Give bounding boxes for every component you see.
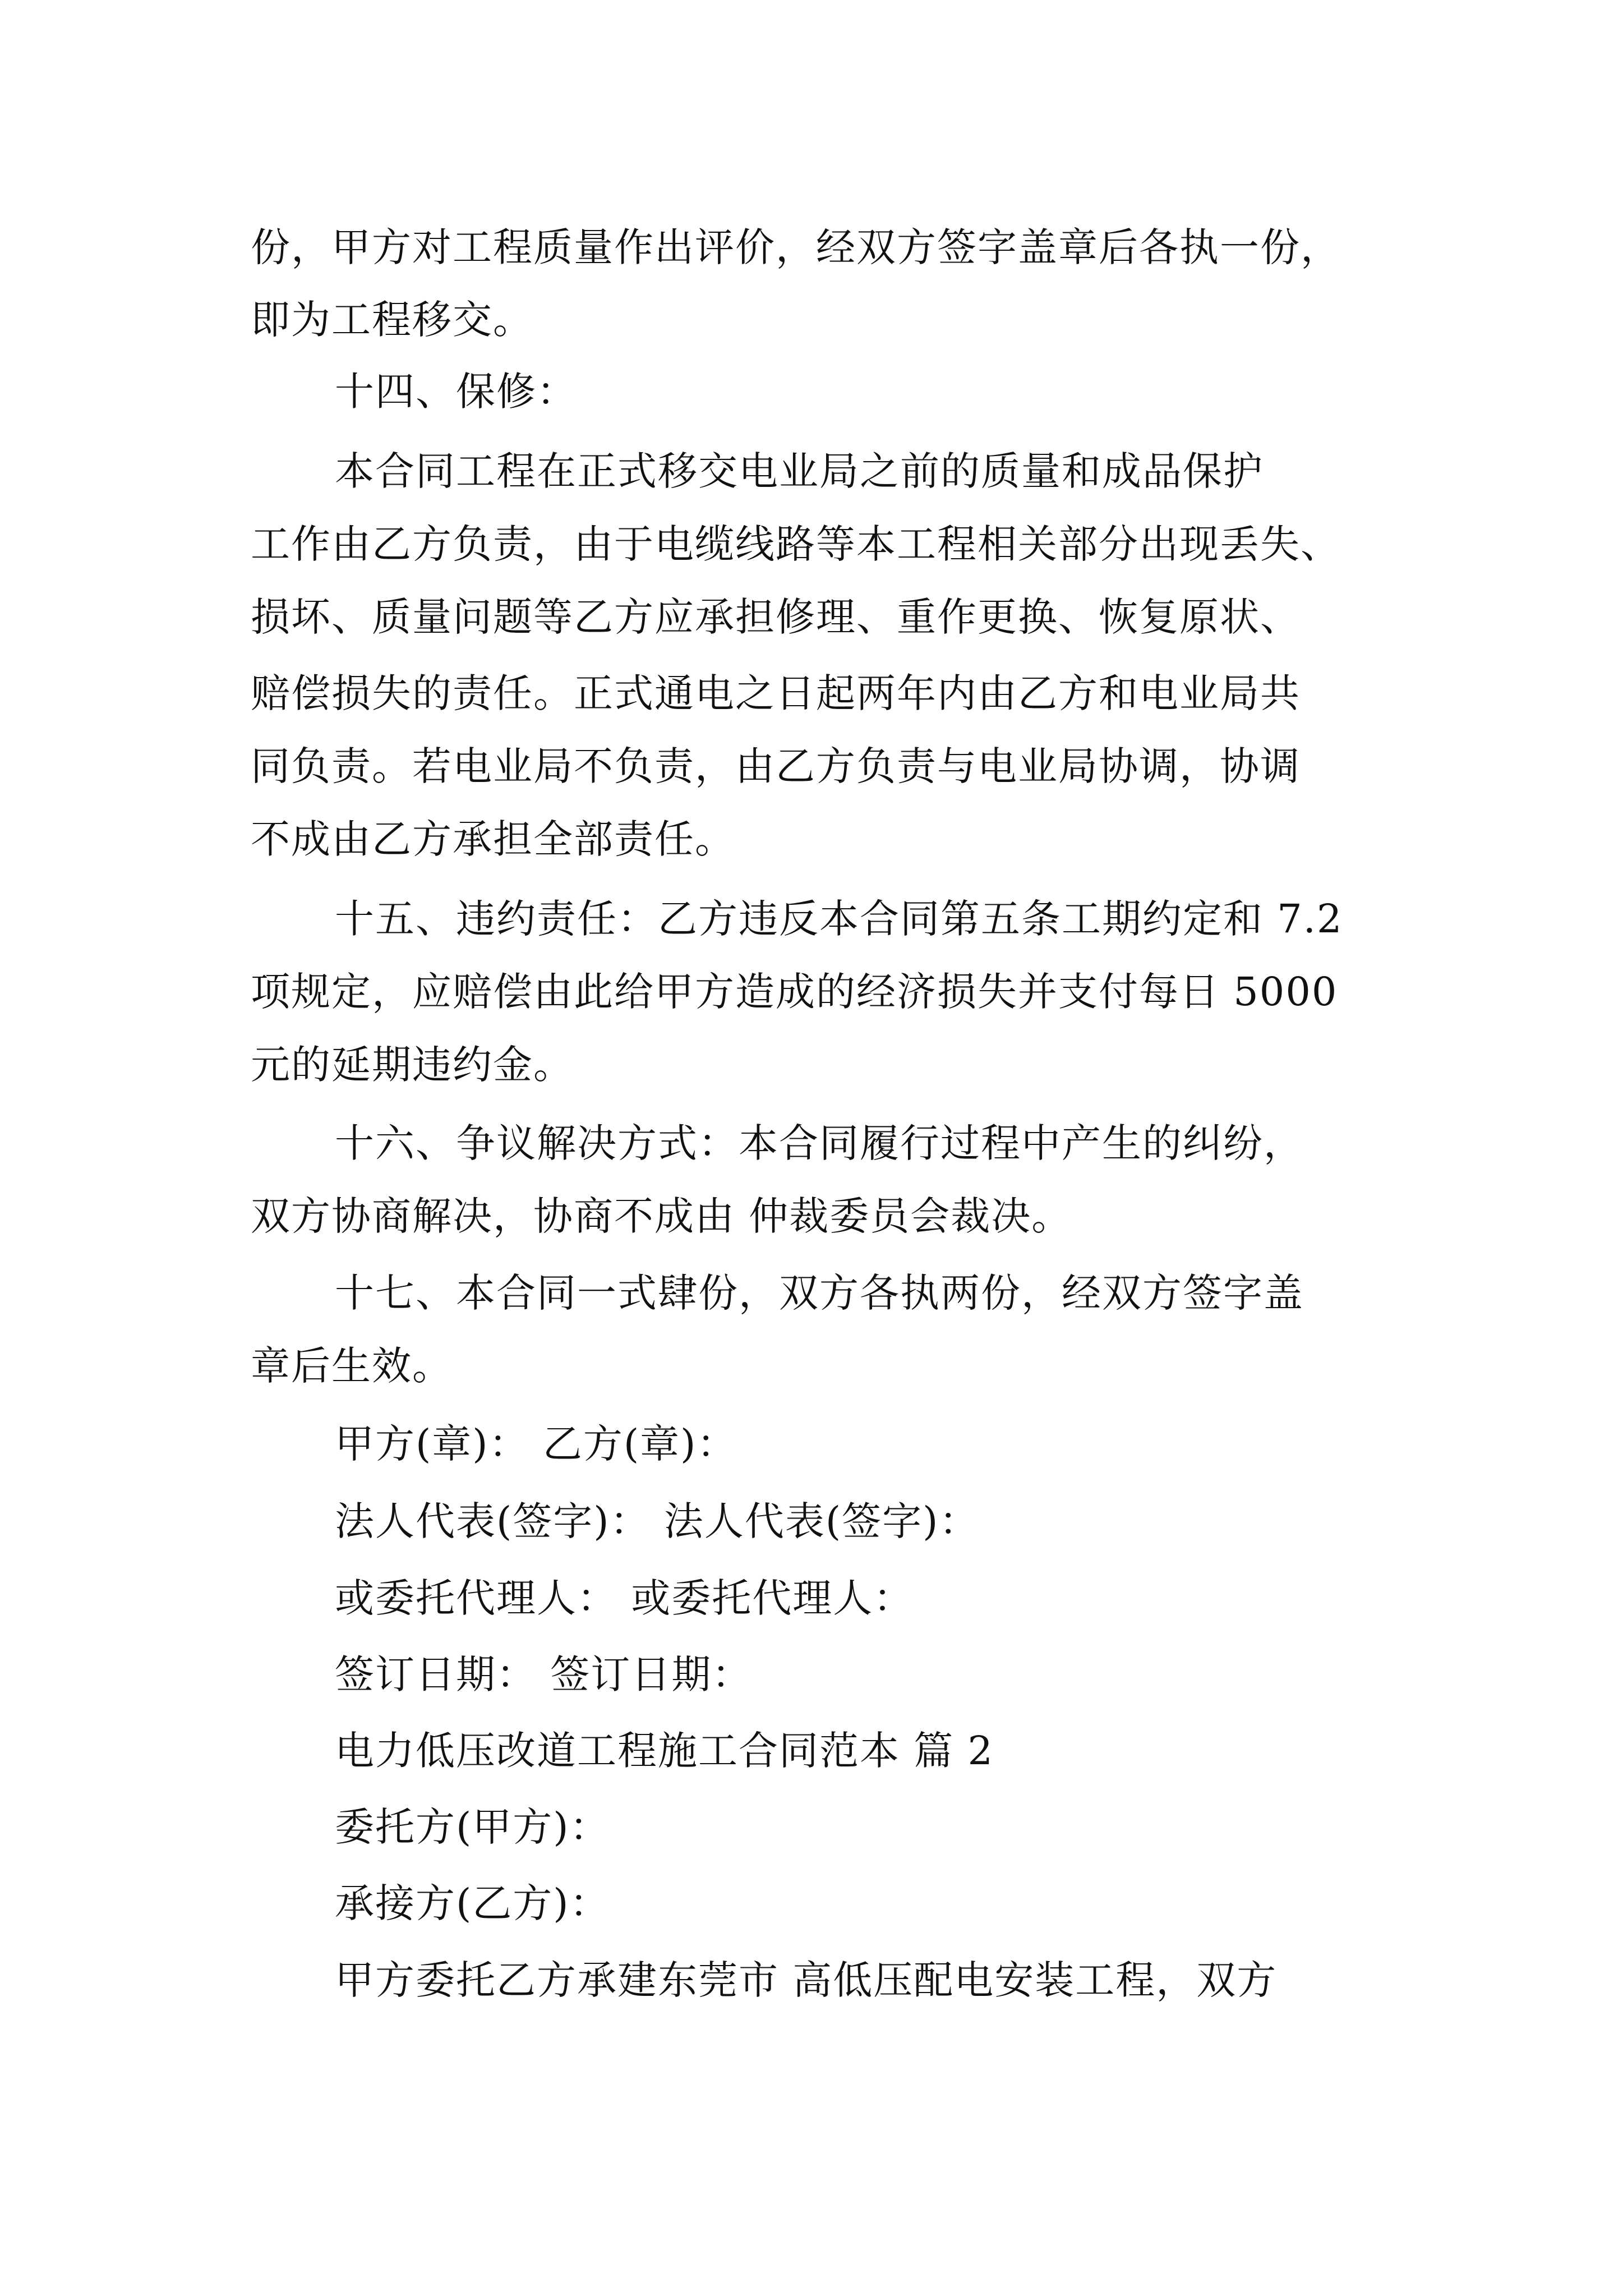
text-line: 元的延期违约金。	[251, 1042, 574, 1088]
signature-line-representative: 法人代表(签字)： 法人代表(签字)：	[335, 1498, 980, 1544]
text-line: 不成由乙方承担全部责任。	[251, 816, 735, 862]
text-line: 份，甲方对工程质量作出评价，经双方签字盖章后各执一份，	[251, 224, 1341, 270]
signature-line-date: 签订日期： 签订日期：	[335, 1651, 753, 1697]
party-a-label: 委托方(甲方)：	[335, 1804, 610, 1850]
text-line: 十七、本合同一式肆份，双方各执两份，经双方签字盖	[335, 1270, 1304, 1316]
text-line: 本合同工程在正式移交电业局之前的质量和成品保护	[335, 448, 1264, 494]
text-line: 十六、争议解决方式：本合同履行过程中产生的纠纷，	[335, 1120, 1304, 1166]
signature-line-agent: 或委托代理人： 或委托代理人：	[335, 1575, 914, 1621]
text-line: 十五、违约责任：乙方违反本合同第五条工期约定和 7.2	[335, 896, 1343, 942]
party-b-label: 承接方(乙方)：	[335, 1880, 610, 1926]
text-line: 甲方委托乙方承建东莞市 高低压配电安装工程，双方	[335, 1957, 1278, 2003]
text-line: 同负责。若电业局不负责，由乙方负责与电业局协调，协调	[251, 743, 1301, 789]
text-line: 项规定，应赔偿由此给甲方造成的经济损失并支付每日 5000	[251, 969, 1338, 1015]
text-line: 即为工程移交。	[251, 297, 533, 343]
text-line: 工作由乙方负责，由于电缆线路等本工程相关部分出现丢失、	[251, 521, 1341, 567]
text-line: 双方协商解决，协商不成由 仲裁委员会裁决。	[251, 1193, 1072, 1239]
text-line: 章后生效。	[251, 1343, 453, 1389]
text-line: 赔偿损失的责任。正式通电之日起两年内由乙方和电业局共	[251, 670, 1301, 716]
section-heading: 十四、保修：	[335, 369, 577, 415]
text-line: 损坏、质量问题等乙方应承担修理、重作更换、恢复原状、	[251, 594, 1301, 640]
signature-line-party: 甲方(章)： 乙方(章)：	[335, 1421, 737, 1467]
contract-title: 电力低压改道工程施工合同范本 篇 2	[335, 1728, 994, 1774]
